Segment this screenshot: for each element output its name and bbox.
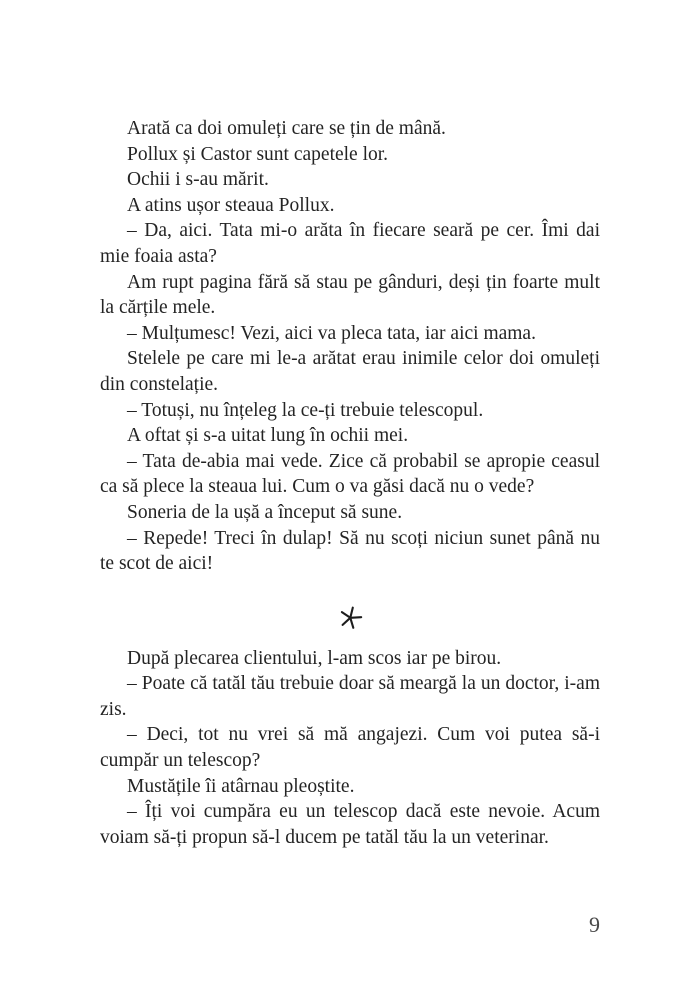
paragraph: – Îți voi cumpăra eu un telescop dacă este nevoie. Acum voiam să-ți propun să-l ducem pe tatăl tău la un veterinar.	[100, 801, 600, 848]
paragraph: – Mulțumesc! Vezi, aici va pleca tata, iar aici mama.	[127, 322, 536, 344]
paragraph: Soneria de la ușă a început să sune.	[127, 501, 403, 523]
paragraph: – Repede! Treci în dulap! Să nu scoți niciun sunet până nu te scot de aici!	[100, 527, 600, 575]
paragraph: A atins ușor steaua Pollux.	[127, 194, 335, 216]
paragraph: – Poate că tatăl tău trebuie doar să meargă la un doctor, i-am zis.	[100, 673, 600, 720]
paragraph: Mustățile îi atârnau pleoștite.	[127, 775, 355, 797]
paragraph: Stelele pe care mi le-a arătat erau inimile celor doi omuleți din constelație.	[100, 348, 600, 395]
star-icon	[336, 604, 364, 632]
paragraph: A oftat și s-a uitat lung în ochii mei.	[127, 425, 409, 447]
paragraph: – Tata de-abia mai vede. Zice că probabil se apropie ceasul ca să plece la steaua lui. Cum o va găsi dacă nu o vede?	[100, 450, 600, 498]
section-divider	[100, 604, 600, 632]
paragraph: Am rupt pagina fără să stau pe gânduri, deși țin foarte mult la cărțile mele.	[100, 271, 600, 319]
paragraph: Arată ca doi omuleți care se țin de mână.	[127, 118, 446, 139]
paragraph: – Deci, tot nu vrei să mă angajezi. Cum voi putea să-i cumpăr un telescop?	[100, 724, 600, 772]
paragraph: – Totuși, nu înțeleg la ce-ți trebuie telescopul.	[127, 399, 484, 421]
paragraph: După plecarea clientului, l-am scos iar pe birou.	[127, 647, 502, 669]
paragraph: Pollux și Castor sunt capetele lor.	[127, 143, 389, 165]
page-number: 9	[589, 912, 600, 937]
paragraph: – Da, aici. Tata mi-o arăta în fiecare seară pe cer. Îmi dai mie foaia asta?	[100, 220, 600, 267]
paragraph: Ochii i s-au mărit.	[127, 169, 269, 191]
page-text	[100, 116, 600, 850]
